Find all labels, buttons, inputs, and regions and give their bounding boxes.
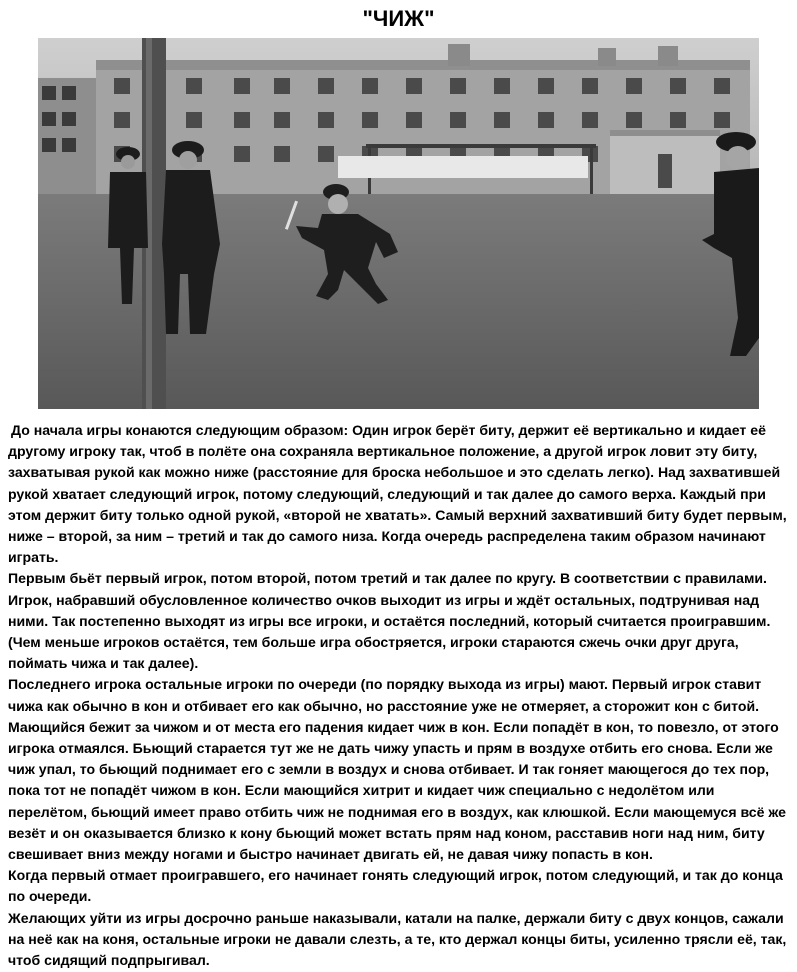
article-body xyxy=(8,420,792,971)
game-photo xyxy=(38,38,759,409)
paragraph: Последнего игрока остальные игроки по очереди (по порядку выхода из игры) мают. Первый игрок ставит чижа как обычно в кон и отбивает его как обычно, но расстояние уже не отмеряет, а сторожит кон с битой. Мающийся бежит за чижом и от места его падения кидает чиж в кон. Если попадёт в кон, то повезло, от этого игрока отмаялся. Бьющий старается тут же не дать чижу упасть и прям в воздухе отбить его снова. Если же чиж упал, то бьющий поднимает его с земли в воздух и снова отбивает. И так гоняет мающегося до тех пор, пока тот не попадёт чижом в кон. Если мающийся хитрит и кидает чиж специально с недолётом или перелётом, бьющий имеет право отбить чиж не поднимая его в воздух, как клюшкой. Если мающемуся всё же везёт и он оказывается близко к кону бьющий может встать прям над коном, расставив ноги над ним, биту свешивает вниз между ногами и быстро начинает двигать ей, не давая чижу попасть в кон. xyxy=(8,676,787,863)
paragraph: Когда первый отмает проигравшего, его начинает гонять следующий игрок, потом следующий, и так до конца по очереди. xyxy=(8,867,783,905)
small-building xyxy=(610,130,720,194)
photo-illustration xyxy=(38,38,759,409)
left-building xyxy=(38,78,98,198)
paragraph: Желающих уйти из игры досрочно раньше наказывали, катали на палке, держали биту с двух концов, сажали на неё как на коня, остальные игроки не давали слезть, а те, кто держал концы биты, усиленно трясли её, так, чтоб сидящий подпрыгивал. xyxy=(8,909,787,969)
page-title: "ЧИЖ" xyxy=(362,6,435,31)
paragraph: Первым бьёт первый игрок, потом второй, потом третий и так далее по кругу. В соответствии с правилами. Игрок, набравший обусловленное количество очков выходит из игры и ждёт остальных, подтрунивая над ними. Так постепенно выходят из игры все игроки, и остаётся последний, который считается проигравшим. (Чем меньше игроков остаётся, тем больше игра обостряется, игроки стараются сжечь очки друг друга, поймать чижа и так далее). xyxy=(8,570,771,672)
paragraph: До начала игры конаются следующим образом: Один игрок берёт биту, держит её вертикально и кидает её другому игроку так, чтоб в полёте она сохраняла вертикальное положение, а другой игрок ловит эту биту, захватывая рукой как можно ниже (расстояние для броска небольшое и это сделать легко). Над захватившей рукой хватает следующий игрок, потому следующий, следующий и так далее до самого верха. Каждый при этом держит биту только одной рукой, «второй не хватать». Самый верхний захвативший биту будет первым, ниже – второй, за ним – третий и так до самого низа. Когда очередь распределена таким образом начинают играть. xyxy=(8,422,787,566)
